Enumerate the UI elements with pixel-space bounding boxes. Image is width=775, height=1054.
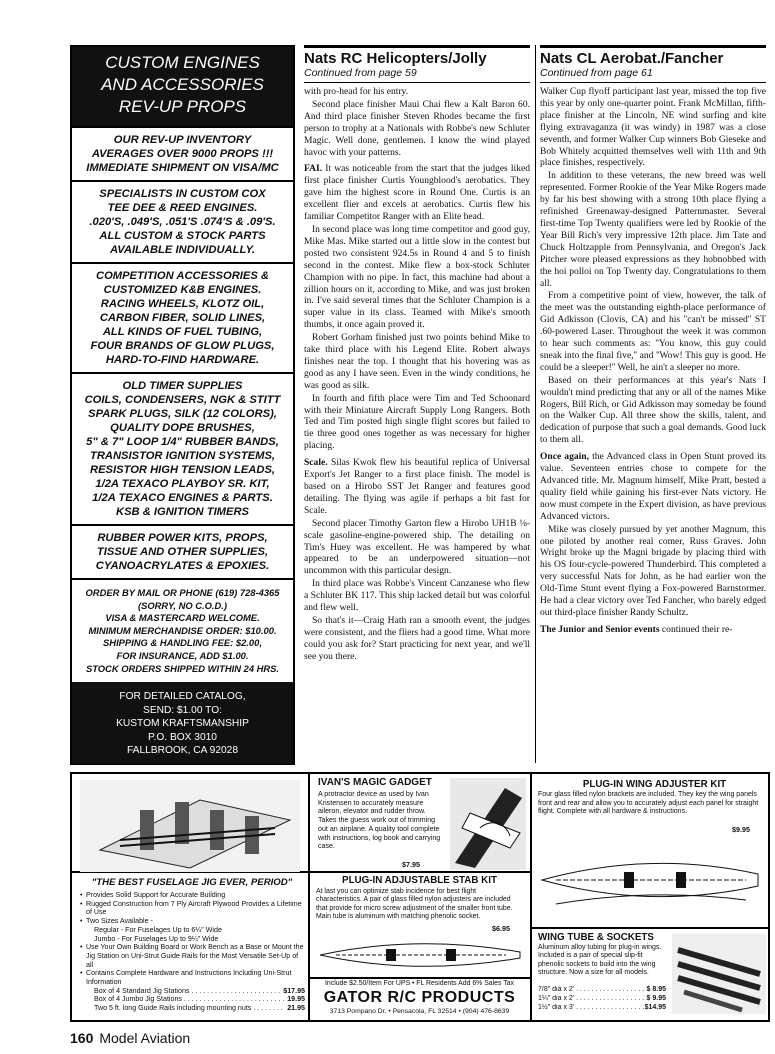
feature-item: • Contains Complete Hardware and Instructions Including Uni-Strut Information [80, 969, 305, 986]
article-paragraph [540, 624, 766, 636]
ad-feature-box [72, 524, 293, 578]
ad-feature-line: KSB & IGNITION TIMERS [115, 506, 249, 518]
ad-feature-line: SPECIALISTS IN CUSTOM COX [99, 188, 266, 200]
paragraph-text: In addition to these veterans, the new breed was well represented. Former Rookie of the Year Mike Rogers made by far his best showing with a strong 10th place flying a refinished Greenaway-designed Patternmaster. Several first-time Top Twenty qualifiers were led by Rookie of the Year Bill Rich's very impressive 12th place. Jim Tate and Chuck Holtzapple from Pennsylvania, and Oregon's Jack Pitcher wore pleased expressions as they hobnobbed with the hoi polloi on Top Twenty day. Congratulations to them all. [540, 170, 766, 289]
wing-adjuster-text: Four glass filled nylon brackets are included. They key the wing panels front and rear and allow you to accurately adjust each panel for straight flight. Complete with all hardware & instructions. [538, 791, 759, 815]
price-item-name: 7/8" dia x 2' . . . [538, 986, 647, 993]
price-value: $17.95 [283, 986, 305, 995]
paragraph-lead: FAI. [304, 163, 323, 175]
article-paragraph [304, 578, 530, 614]
stab-kit-text: At last you can optimize stab incidence for best flight characteristics. A pair of glass filled nylon adjusters are included that provide for micro screw adjustment of the smaller front tube. Main tube is aluminum with matching phenolic socket. [316, 888, 513, 921]
paragraph-lead: Scale. [304, 457, 328, 469]
fuselage-jig-title: "THE BEST FUSELAGE JIG EVER, PERIOD" [91, 877, 293, 888]
feature-item: • Two Sizes Available - [80, 917, 305, 926]
ad-feature-line: ALL KINDS OF FUEL TUBING, [102, 326, 263, 338]
fuselage-jig-photo [80, 780, 300, 872]
article-title: Nats CL Aerobat./Fancher [540, 45, 766, 67]
ad-order-line: FOR INSURANCE, ADD $1.00. [116, 649, 249, 661]
ad-feature-line: .020'S, .049'S, .051'S .074'S & .09'S. [89, 216, 276, 228]
ad-feature-line: IMMEDIATE SHIPMENT ON VISA/MC [86, 162, 279, 174]
ad-order-line: SHIPPING & HANDLING FEE: $2.00, [103, 637, 262, 649]
column-divider [535, 45, 536, 763]
paragraph-text: So that's it—Craig Hath ran a smooth event, the judges were consistent, and the fliers had a good time. What more could you ask for? Start practicing for next year, and we'll see you there. [304, 614, 530, 662]
stab-kit-diagram [316, 932, 524, 978]
ad-order-line: VISA & MASTERCARD WELCOME. [105, 612, 260, 624]
paragraph-lead: The Junior and Senior events [540, 623, 660, 635]
paragraph-text: It was noticeable from the start that the judges liked first place finisher Curtis Youngblood's aerobatics. They gave him the highest score in Round One. Curtis is an excellent flier and excels at aerobatics. Curtis flew his familiar Competitor Ranger with an Elite head. [304, 163, 530, 223]
paragraph-text: Robert Gorham finished just two points behind Mike to take third place with his Legend Elite. Robert always finishes near the top. I thought that his hovering was as good as any I have seen. Even in the windy conditions, he was good as silk. [304, 332, 530, 391]
ad-feature-line: RESISTOR HIGH TENSION LEADS, [89, 464, 276, 476]
article-rc-helicopters [304, 45, 530, 763]
price-item-name: Box of 4 Jumbo Jig Stations . . . [94, 995, 285, 1004]
article-paragraph [540, 86, 766, 169]
price-row [80, 1004, 305, 1013]
paragraph-text: Second placer Timothy Garton flew a Hirobo UH1B ⅛-scale gasoline-engine-powered ship. The detailing on Tim's Huey was excellent. He was hampered by what appeared to be an underpowered situation—not uncommon with this particular design. [304, 517, 530, 577]
price-row [538, 1004, 666, 1011]
article-paragraph [304, 86, 530, 98]
price-value: $ 8.95 [646, 986, 666, 993]
article-paragraph [540, 375, 766, 446]
ad-feature-line: QUALITY DOPE BRUSHES, [110, 422, 255, 434]
ad-feature-line: AVERAGES OVER 9000 PROPS !!! [91, 148, 274, 160]
ad-catalog-info [72, 682, 293, 764]
ad-feature-line: COILS, CONDENSERS, NGK & STITT [84, 394, 281, 406]
article-paragraph [540, 451, 766, 522]
ad-order-line: ORDER BY MAIL OR PHONE (619) 728-4365 [85, 587, 280, 598]
ad-feature-line: CUSTOMIZED K&B ENGINES. [103, 284, 262, 296]
feature-item: Regular - For Fuselages Up to 6¼" Wide [94, 925, 222, 934]
ad-feature-line: CYANOACRYLATES & EPOXIES. [95, 560, 270, 572]
ad-header-line: REV-UP PROPS [118, 97, 247, 116]
magic-gadget-price: $7.95 [402, 860, 420, 869]
paragraph-lead: Once again, [540, 451, 589, 463]
ad-feature-box [72, 180, 293, 262]
price-item-name: Two 5 ft. long Guide Rails including mounting nuts . . . [94, 1004, 285, 1013]
paragraph-text: the Advanced class in Open Stunt proved its value. Seventeen entries chose to compete for the Advanced title. Mr. Magnum himself, Mike Pratt, bested a quality field while gaining his first-ever Nats victory. He now must compete in the Expert division, as have previous Advanced victors. [540, 451, 766, 522]
ad-catalog-line: KUSTOM KRAFTSMANSHIP [116, 718, 249, 730]
paragraph-text: Walker Cup flyoff participant last year, missed the top five this year by only one-quarter point. Frank McMillan, fifth-place finisher at the Lincoln, NE wind surfing and kite flying extravaganza (it was windy) in 1987 was a close seventh, and former Walker Cup winners Bob Gieseke and Bob Whitely acquitted themselves well with 11th and 9th place finishes, respectively. [540, 86, 766, 169]
price-item-name: Box of 4 Standard Jig Stations . . . [94, 987, 281, 996]
paragraph-text: continued their re- [659, 623, 733, 635]
kustom-kraftsmanship-ad [70, 45, 295, 765]
price-row [80, 995, 305, 1004]
feature-item: • Use Your Own Building Board or Work Bench as a Base or Mount the Jig Station on Uni-Strut Guide Rails for the Most Versatile Set-Up of all [80, 943, 305, 969]
ad-catalog-line: P.O. BOX 3010 [148, 731, 217, 743]
magic-gadget-text: A protractor device as used by Ivan Kristensen to accurately measure aileron, elevator and rudder throw. Takes the guess work out of trimming out an airplane. A quality tool complete with instructions, log book and carrying case. [318, 790, 441, 851]
paragraph-text: Silas Kwok flew his beautiful replica of Universal Export's Jet Ranger to a first place finish. The model is based on a Hirobo SST Jet Ranger and features good detailing. The flying was agile if perhaps a bit fast for Scale. [304, 457, 530, 516]
wing-adjuster-title: PLUG-IN WING ADJUSTER KIT [582, 779, 727, 790]
feature-item: Jumbo - For Fuselages Up to 9¼" Wide [94, 934, 219, 943]
price-value: 21.95 [287, 1004, 305, 1013]
price-value: 19.95 [287, 995, 305, 1004]
feature-item: • Provides Solid Support for Accurate Building [80, 891, 305, 900]
ad-feature-line: ALL CUSTOM & STOCK PARTS [99, 230, 266, 242]
fuselage-jig-features [80, 891, 305, 1013]
price-row [80, 987, 305, 996]
ad-feature-line: AVAILABLE INDIVIDUALLY. [109, 244, 256, 256]
ad-feature-box [72, 372, 293, 524]
ad-divider [530, 927, 768, 929]
ad-feature-line: RUBBER POWER KITS, PROPS, [97, 532, 268, 544]
article-paragraph [304, 457, 530, 517]
price-row [538, 995, 666, 1002]
paragraph-text: Based on their performances at this year's Nats I wouldn't mind predicting that any or all of the names Mike Rogers, Bill Rich, or Gid Adkisson may someday be found on the Walker Cup. All three show the skills, talent, and dedication of purpose that such a goal demands. Good luck to them all. [540, 374, 766, 446]
ad-feature-line: FOUR BRANDS OF GLOW PLUGS, [90, 340, 275, 352]
ad-feature-box [72, 126, 293, 180]
article-paragraph [304, 393, 530, 453]
wing-tube-title: WING TUBE & SOCKETS [538, 932, 654, 943]
paragraph-text: Second place finisher Maui Chai flew a Kalt Baron 60. And third place finisher Steven Rhodes became the first person to trophy at a Nationals with Robbe's new Schluter Magic. Well done, gentlemen. I know the wind played havoc with your patterns. [304, 98, 530, 158]
price-row [538, 986, 666, 993]
ad-feature-line: HARD-TO-FIND HARDWARE. [105, 354, 260, 366]
price-value: $ 9.95 [646, 995, 666, 1002]
price-item-name: 1½" dia x 3' . . . [538, 1004, 645, 1011]
magic-gadget-title: IVAN'S MAGIC GADGET [318, 777, 432, 788]
wing-adjuster-diagram [536, 840, 764, 924]
wing-adjuster-price: $9.95 [732, 825, 750, 834]
gator-rc-products-ad [70, 772, 770, 1022]
ad-feature-line: 1/2A TEXACO PLAYBOY SR. KIT, [95, 478, 270, 490]
page-footer [70, 1030, 190, 1046]
article-continued-from: Continued from page 61 [540, 67, 766, 83]
paragraph-text: In third place was Robbe's Vincent Canzanese who flew a Schluter BK 117. This ship lacked detail but was colorful and flew well. [304, 578, 530, 614]
ad-order-line: MINIMUM MERCHANDISE ORDER: $10.00. [88, 624, 277, 636]
article-cl-aerobatics [540, 45, 766, 763]
ad-header [72, 47, 293, 126]
article-paragraph [304, 518, 530, 578]
article-paragraph [304, 332, 530, 392]
paragraph-text: From a competitive point of view, however, the talk of the meet was the outstanding eighth-place performance of Gid Adkisson (Clovis, CA) and his ''can't be missed'' ST .60-powered Laser. Throughout the week it was common to hear such comments as: ''You know, this guy could sneak into the final five,'' and ''Wow! This guy is good. He could be a sleeper!'' Well, he ain't a sleeper no more. [540, 290, 766, 373]
ad-feature-line: OUR REV-UP INVENTORY [113, 134, 252, 146]
ad-divider [308, 774, 310, 1020]
price-value: $14.95 [644, 1004, 666, 1011]
price-item-name: 1¼" dia x 2' . . . [538, 995, 647, 1002]
article-paragraph [304, 99, 530, 159]
ad-feature-line: TISSUE AND OTHER SUPPLIES, [96, 546, 269, 558]
ad-catalog-line: FOR DETAILED CATALOG, [119, 691, 246, 703]
stab-kit-price: $6.95 [492, 924, 510, 933]
article-paragraph [304, 224, 530, 331]
feature-item: • Rugged Construction from 7 Ply Aircraft Plywood Provides a Lifetime of Use [80, 900, 305, 917]
shipping-note: Include $2.50/Item For UPS • FL Residents Add 6% Sales Tax [325, 980, 514, 987]
ad-catalog-line: SEND: $1.00 TO: [143, 704, 222, 716]
ad-feature-line: 1/2A TEXACO ENGINES & PARTS. [92, 492, 273, 504]
article-continued-from: Continued from page 59 [304, 67, 530, 83]
article-body [304, 86, 530, 663]
paragraph-text: with pro-head for his entry. [304, 86, 409, 97]
paragraph-text: In fourth and fifth place were Tim and Ted Schoonard with their Miniature Aircraft Supply Long Rangers. Both Ted and Tim posted high single flight scores but failed to tie three good ones together as was necessary for higher placing. [304, 392, 530, 452]
ad-feature-line: 5" & 7" LOOP 1/4" RUBBER BANDS, [86, 436, 279, 448]
article-paragraph [540, 524, 766, 619]
company-address: 3713 Pompano Dr. • Pensacola, FL 32514 • (904) 476-8639 [329, 1008, 510, 1015]
ad-order-line: STOCK ORDERS SHIPPED WITHIN 24 HRS. [85, 662, 280, 674]
paragraph-text: Mike was closely pursued by yet another Magnum, this one piloted by another real comer, Russ Graves. John Wright broke up the Magni brigade by placing third with his OS four-cycle-powered Thunderbird. This completed a very successful Nats for John, as he had earlier won the Old-Time Stunt event flying a Fox-powered Barnstormer. He had a clear victory over Ted Fancher, who barely edged out third-place finisher Randy Schultz. [540, 523, 766, 618]
article-paragraph [304, 163, 530, 223]
company-name: GATOR R/C PRODUCTS [323, 989, 516, 1006]
ad-catalog-line: FALLBROOK, CA 92028 [127, 745, 238, 757]
ad-feature-line: OLD TIMER SUPPLIES [122, 380, 243, 392]
ad-feature-line: RACING WHEELS, KLOTZ OIL, [100, 298, 265, 310]
article-paragraph [540, 170, 766, 289]
magic-gadget-photo [450, 778, 526, 870]
ad-feature-line: COMPETITION ACCESSORIES & [95, 270, 269, 282]
ad-feature-line: TRANSISTOR IGNITION SYSTEMS, [89, 450, 276, 462]
ad-feature-line: CARBON FIBER, SOLID LINES, [99, 312, 266, 324]
paragraph-text: In second place was long time competitor and good guy, Mike Mas. Mike started out a little slow in the contest but posted two consistent 924.5s in Round 4 and 5 to finish second in the contest. Mike flew a box-stock Schluter Champion with no pipe. In fact, this machine had about a zillion hours on it, according to Mike, and was just broken in. I've said several times that the Schluter Champion is a super value in its class. Teamed with Mike's smooth thumbs, it once again proved it. [304, 223, 530, 331]
ad-order-info [72, 578, 293, 682]
stab-kit-title: PLUG-IN ADJUSTABLE STAB KIT [342, 875, 497, 886]
page-number: 160 [70, 1030, 94, 1046]
article-paragraph [304, 615, 530, 663]
ad-divider [308, 871, 530, 873]
ad-feature-box [72, 262, 293, 372]
ad-header-line: CUSTOM ENGINES [105, 53, 260, 72]
ad-feature-line: SPARK PLUGS, SILK (12 COLORS), [88, 408, 277, 420]
wing-tube-photo [672, 934, 766, 1014]
magazine-name: Model Aviation [99, 1030, 191, 1046]
ad-divider [530, 774, 532, 1020]
wing-tube-text: Aluminum alloy tubing for plug-in wings. Included is a pair of special slip-fit phenolic sockets to build into the wing structure. Now a size for all models. [538, 944, 662, 977]
ad-header-line: AND ACCESSORIES [101, 75, 264, 94]
ad-feature-line: TEE DEE & REED ENGINES. [107, 202, 258, 214]
article-paragraph [540, 290, 766, 373]
ad-feature-boxes [72, 126, 293, 578]
ad-order-line: (SORRY, NO C.O.D.) [137, 599, 228, 611]
article-title: Nats RC Helicopters/Jolly [304, 45, 530, 67]
article-body [540, 86, 766, 636]
